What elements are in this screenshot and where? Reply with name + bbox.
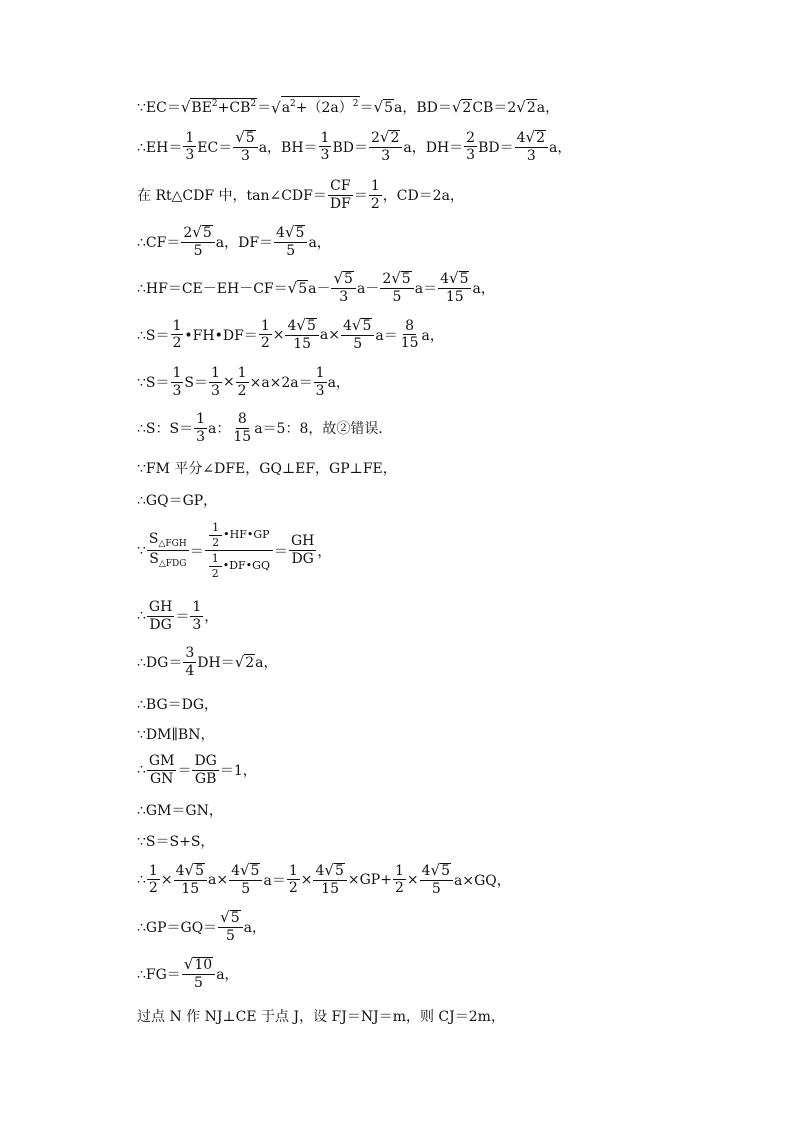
fraction: $\frac{1}{2}$ [394, 862, 404, 897]
fraction: 2 √ 5 5 [181, 225, 214, 258]
line-8: ∴S：S＝ $\frac{1}{3}$ a： $\frac{8}{15}$ a＝5：8，故②错误． [137, 411, 393, 445]
fraction: 4 √ 5 15 [285, 318, 318, 351]
fraction: $\frac{1}{2}$ [288, 862, 298, 897]
fraction: 4 √ 5 5 [420, 863, 453, 896]
fraction: $\frac{1}{3}$ [320, 129, 330, 164]
fraction: $\frac{1}{3}$ [196, 411, 206, 445]
line-22: 过点 N 作 NJ⊥CE 于点 J，设 FJ＝NJ＝m，则 CJ＝2m， [137, 1009, 505, 1025]
compound-fraction: $\frac{1}{2}$ •HF•GP $\frac{1}{2}$ •DF•GQ [205, 520, 273, 581]
line-1: ∵EC＝ √ $BE^2+CB^2$ ＝ √ $a^2+(2a)^2$ ＝ √ 5 a，BD＝ √ 2 CB＝2 √ 2 a， [137, 97, 560, 117]
fraction: $\frac{2}{3}$ [466, 129, 476, 164]
fraction: 2 √ 2 3 [369, 130, 402, 163]
sqrt-expression: √ 2 [516, 97, 536, 116]
line-9: ∵FM 平分∠DFE，GQ⊥EF，GP⊥FE， [137, 461, 397, 477]
line-18: ∵S＝S+S， [137, 834, 215, 850]
line-5: ∴HF＝CE－EH－CF＝ √ 5 a－ √ 5 3 a－ 2 √ 5 5 a＝ 4 √ 5 15 a， [137, 269, 495, 305]
fraction: 4 √ 5 15 [313, 863, 346, 896]
fraction: $\frac{1}{2}$ [172, 317, 182, 352]
fraction: √ 5 5 [218, 910, 242, 943]
fraction: $\frac{GH}{DG}$ [148, 599, 173, 633]
line-19: ∴ $\frac{1}{2}$ × 4 √ 5 15 a× 4 √ 5 5 a＝ $\frac{1}{2}$ × 4 √ 5 15 ×GP+ $\frac{1}{2}$ × 4 √ 5 5 a×GQ， [137, 861, 511, 897]
line-11: ∵ $\frac{S_{\triangle FGH}}{S_{\triangle FDG}}$ ＝ $\frac{1}{2}$ •HF•GP $\frac{1}{2}$ •DF•GQ ＝ $\frac{GH}{DG}$ ， [137, 521, 332, 580]
line-15: ∵DM∥BN， [137, 727, 215, 743]
line-17: ∴GM＝GN， [137, 803, 223, 819]
fraction: $\frac{1}{2}$ [148, 862, 158, 897]
fraction: $\frac{1}{2}$ [370, 178, 380, 212]
line-10: ∴GQ＝GP， [137, 493, 218, 509]
fraction: √ 10 5 [182, 957, 215, 990]
fraction: 4 √ 5 15 [174, 863, 207, 896]
fraction: 4 √ 2 3 [515, 130, 548, 163]
sqrt-expression: √ 2 [451, 97, 472, 116]
fraction: $\frac{1}{2}$ [260, 317, 270, 352]
line-3: 在 Rt△CDF 中，tan∠CDF＝ $\frac{CF}{DF}$ ＝ $\frac{1}{2}$ ，CD＝2a， [137, 178, 464, 212]
fraction: $\frac{1}{3}$ [211, 365, 220, 399]
sqrt-expression: √ 2 [234, 653, 255, 672]
line-12: ∴ $\frac{GH}{DG}$ ＝ $\frac{1}{3}$ ， [137, 599, 219, 633]
fraction: 4 √ 5 5 [229, 863, 262, 896]
line-7: ∵S＝ $\frac{1}{3}$ S＝ $\frac{1}{3}$ × $\frac{1}{2}$ ×a×2a＝ $\frac{1}{3}$ a， [137, 365, 350, 399]
fraction: $\frac{GH}{DG}$ [290, 533, 315, 568]
fraction: 4 √ 5 5 [274, 225, 307, 258]
sqrt-expression: √ $a^2+(2a)^2$ [271, 96, 359, 117]
fraction: $\frac{1}{2}$ [237, 365, 247, 399]
fraction: $\frac{CF}{DF}$ [329, 178, 351, 212]
fraction: $\frac{1}{3}$ [315, 365, 325, 399]
line-14: ∴BG＝DG， [137, 697, 219, 713]
fraction: $\frac{1}{3}$ [192, 599, 202, 633]
line-13: ∴DG＝ $\frac{3}{4}$ DH＝ √ 2 a， [137, 645, 278, 679]
fraction: 4 √ 5 15 [438, 271, 471, 304]
sqrt-expression: √ 5 [373, 97, 393, 116]
sqrt-expression: √ $BE^2+CB^2$ [180, 97, 257, 116]
fraction: $\frac{1}{3}$ [185, 129, 195, 164]
fraction: $\frac{3}{4}$ [185, 645, 195, 679]
fraction: $\frac{GM}{GN}$ [148, 753, 175, 787]
fraction: 4 √ 5 5 [341, 318, 374, 351]
area-ratio-fraction: $\frac{S_{\triangle FGH}}{S_{\triangle FDG}}$ [148, 530, 187, 570]
line-2: ∴EH＝ $\frac{1}{3}$ EC＝ √ 5 3 a，BH＝ $\frac{1}{3}$ BD＝ 2 √ 2 3 a，DH＝ $\frac{2}{3}$ BD＝ 4 √ 2 3 a， [137, 128, 572, 164]
sqrt-expression: √ 5 [287, 278, 308, 297]
fraction: $\frac{1}{3}$ [172, 365, 182, 399]
fraction: $\frac{DG}{GB}$ [194, 753, 217, 787]
fraction: $\frac{8}{15}$ [233, 411, 252, 445]
line-6: ∴S＝ $\frac{1}{2}$ •FH•DF＝ $\frac{1}{2}$ × 4 √ 5 15 a× 4 √ 5 5 a＝ $\frac{8}{15}$ a， [137, 316, 444, 352]
line-4: ∴CF＝ 2 √ 5 5 a，DF＝ 4 √ 5 5 a， [137, 223, 331, 259]
fraction: 2 √ 5 5 [380, 271, 413, 304]
fraction: $\frac{8}{15}$ [400, 317, 419, 352]
line-21: ∴FG＝ √ 10 5 a， [137, 955, 239, 991]
line-20: ∴GP＝GQ＝ √ 5 5 a， [137, 908, 267, 944]
fraction: √ 5 3 [233, 130, 257, 163]
fraction: √ 5 3 [331, 271, 355, 304]
line-16: ∴ $\frac{GM}{GN}$ ＝ $\frac{DG}{GB}$ ＝1， [137, 753, 257, 787]
